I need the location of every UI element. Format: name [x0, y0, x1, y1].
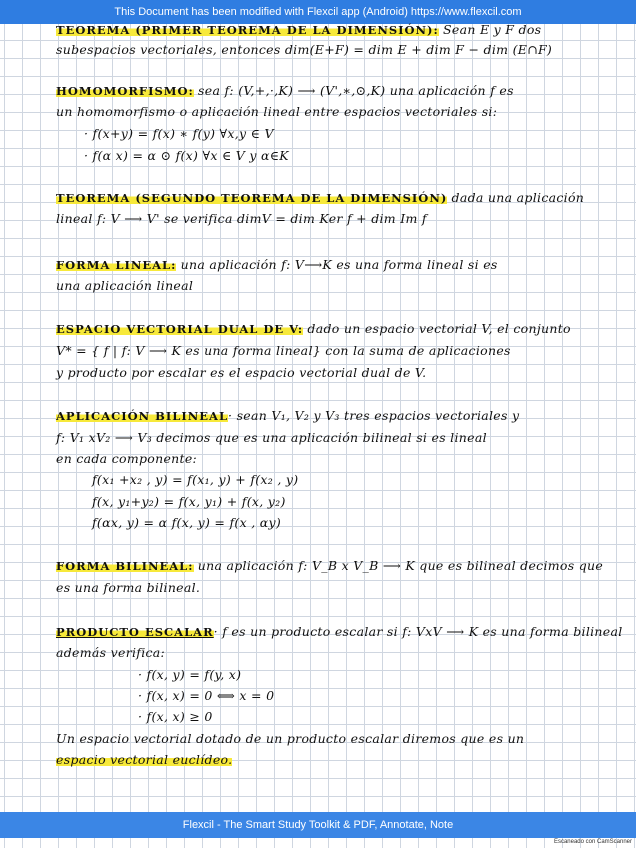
teorema2-line2: lineal f: V ⟶ V' se verifica dimV = dim Ker f + dim Im f — [56, 211, 427, 226]
forma-bilineal-line2: es una forma bilineal. — [56, 580, 201, 595]
forma-lineal-line2: una aplicación lineal — [56, 278, 194, 293]
homomorfismo-item1: · f(x+y) = f(x) ∗ f(y) ∀x,y ∈ V — [84, 126, 274, 141]
dual-line3: y producto por escalar es el espacio vectorial dual de V. — [56, 365, 427, 380]
bilineal-eq3: f(αx, y) = α f(x, y) = f(x , αy) — [92, 515, 282, 530]
dual-line1 — [56, 321, 571, 336]
teorema1-line2: subespacios vectoriales, entonces dim(E+F) = dim E + dim F − dim (E∩F) — [56, 42, 553, 57]
forma-bilineal-title: FORMA BILINEAL: — [56, 559, 194, 573]
producto-escalar-item3: · f(x, x) ≥ 0 — [138, 709, 213, 724]
scanner-credit: Escaneado con CamScanner — [553, 839, 632, 845]
producto-escalar-item2: · f(x, x) = 0 ⟺ x = 0 — [138, 688, 275, 703]
homomorfismo-line1-rest: sea f: (V,+,·,K) ⟶ (V',∗,⊙,K) una aplicación f es — [193, 83, 514, 98]
homomorfismo-item2: · f(α x) = α ⊙ f(x) ∀x ∈ V y α∈K — [84, 148, 289, 163]
teorema2-title: TEOREMA (SEGUNDO TEOREMA DE LA DIMENSIÓN) — [56, 191, 448, 205]
forma-lineal-line1-rest: una aplicación f: V⟶K es una forma lineal si es — [176, 257, 498, 272]
bilineal-title: APLICACIÓN BILINEAL — [56, 409, 229, 423]
bilineal-line1 — [56, 408, 519, 423]
flexcil-header-banner[interactable]: This Document has been modified with Flexcil app (Android) https://www.flexcil.com — [0, 0, 636, 24]
producto-escalar-line1-rest: · f es un producto escalar si f: VxV ⟶ K es una forma bilineal — [213, 624, 623, 639]
producto-escalar-line3: Un espacio vectorial dotado de un producto escalar diremos que es un — [56, 731, 525, 746]
producto-escalar-line2: además verifica: — [56, 645, 166, 660]
bilineal-eq2: f(x, y₁+y₂) = f(x, y₁) + f(x, y₂) — [92, 494, 286, 509]
teorema1-line1-rest: Sean E y F dos — [438, 22, 542, 37]
homomorfismo-line2: un homomorfismo o aplicación lineal entre espacios vectoriales si: — [56, 104, 498, 119]
producto-escalar-line4 — [56, 752, 232, 767]
teorema1-title: TEOREMA (PRIMER TEOREMA DE LA DIMENSIÓN): — [56, 23, 439, 37]
teorema2-line1-rest: dada una aplicación — [447, 190, 585, 205]
producto-escalar-title: PRODUCTO ESCALAR — [56, 625, 214, 639]
dual-line2: V* = { f | f: V ⟶ K es una forma lineal} con la suma de aplicaciones — [56, 343, 511, 358]
dual-title: ESPACIO VECTORIAL DUAL DE V: — [56, 322, 304, 336]
dual-line1-rest: dado un espacio vectorial V, el conjunto — [303, 321, 571, 336]
forma-bilineal-line1 — [56, 558, 603, 573]
teorema1-line1 — [56, 22, 541, 37]
forma-lineal-line1 — [56, 257, 498, 272]
forma-lineal-title: FORMA LINEAL: — [56, 258, 177, 272]
homomorfismo-title: HOMOMORFISMO: — [56, 84, 194, 98]
bilineal-line1-rest: · sean V₁, V₂ y V₃ tres espacios vectoriales y — [228, 408, 520, 423]
forma-bilineal-line1-rest: una aplicación f: V_B x V_B ⟶ K que es bilineal decimos que — [193, 558, 604, 573]
flexcil-footer-banner[interactable]: Flexcil - The Smart Study Toolkit & PDF, Annotate, Note — [0, 812, 636, 838]
producto-escalar-line1 — [56, 624, 623, 639]
homomorfismo-line1 — [56, 83, 514, 98]
bilineal-line2: f: V₁ xV₂ ⟶ V₃ decimos que es una aplicación bilineal si es lineal — [56, 430, 487, 445]
bilineal-eq1: f(x₁ +x₂ , y) = f(x₁, y) + f(x₂ , y) — [92, 472, 299, 487]
producto-escalar-item1: · f(x, y) = f(y, x) — [138, 667, 242, 682]
teorema2-line1 — [56, 190, 584, 205]
bilineal-line3: en cada componente: — [56, 451, 198, 466]
euclideo-highlight: espacio vectorial euclídeo. — [56, 752, 233, 767]
